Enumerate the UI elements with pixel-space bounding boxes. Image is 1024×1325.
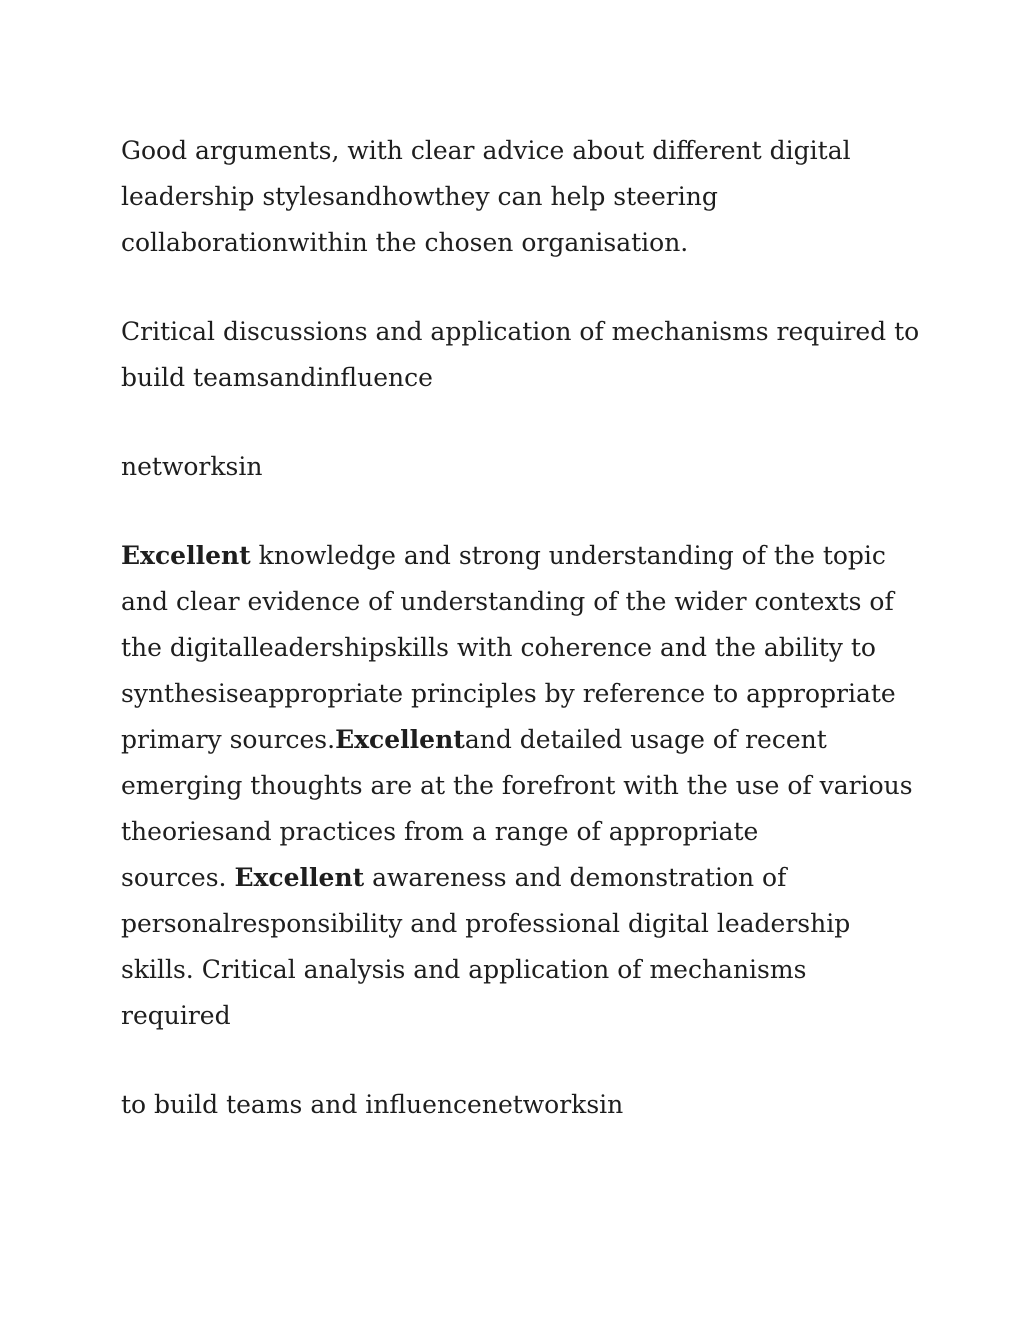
text-line: networksin [121,452,263,481]
paragraph-networksin [121,444,921,490]
paragraph-critical-discussions [121,309,921,401]
text-line: skills. Critical analysis and application of mechanisms [121,955,807,984]
bold-excellent: Excellent [234,863,365,892]
text-line: leadership stylesandhowthey can help steering [121,182,718,211]
text-line: theoriesand practices from a range of appropriate [121,817,759,846]
text-line: to build teams and influencenetworksin [121,1090,624,1119]
paragraph-excellent-knowledge [121,533,921,1039]
paragraph-build-teams [121,1082,921,1128]
text-line [121,717,921,763]
text-line: the digitalleadershipskills with coherence and the ability to [121,633,876,662]
text-run: awareness and demonstration of [364,863,787,892]
text-run: sources. [121,863,235,892]
text-run: knowledge and strong understanding of the topic [250,541,886,570]
text-line: personalresponsibility and professional digital leadership [121,909,851,938]
text-line: Critical discussions and application of mechanisms required to [121,317,920,346]
text-line: collaborationwithin the chosen organisation. [121,228,689,257]
text-run: primary sources. [121,725,336,754]
text-run: and detailed usage of recent [464,725,827,754]
text-line: required [121,1001,231,1030]
text-line: Good arguments, with clear advice about different digital [121,136,851,165]
text-line: build teamsandinfluence [121,363,433,392]
text-line: synthesiseappropriate principles by reference to appropriate [121,679,896,708]
bold-excellent: Excellent [121,541,251,570]
text-line: emerging thoughts are at the forefront with the use of various [121,771,913,800]
paragraph-digital-leadership-styles [121,128,921,266]
text-line [121,855,921,901]
text-line [121,533,921,579]
document-page [121,128,921,1171]
bold-excellent: Excellent [335,725,465,754]
text-line: and clear evidence of understanding of the wider contexts of [121,587,894,616]
